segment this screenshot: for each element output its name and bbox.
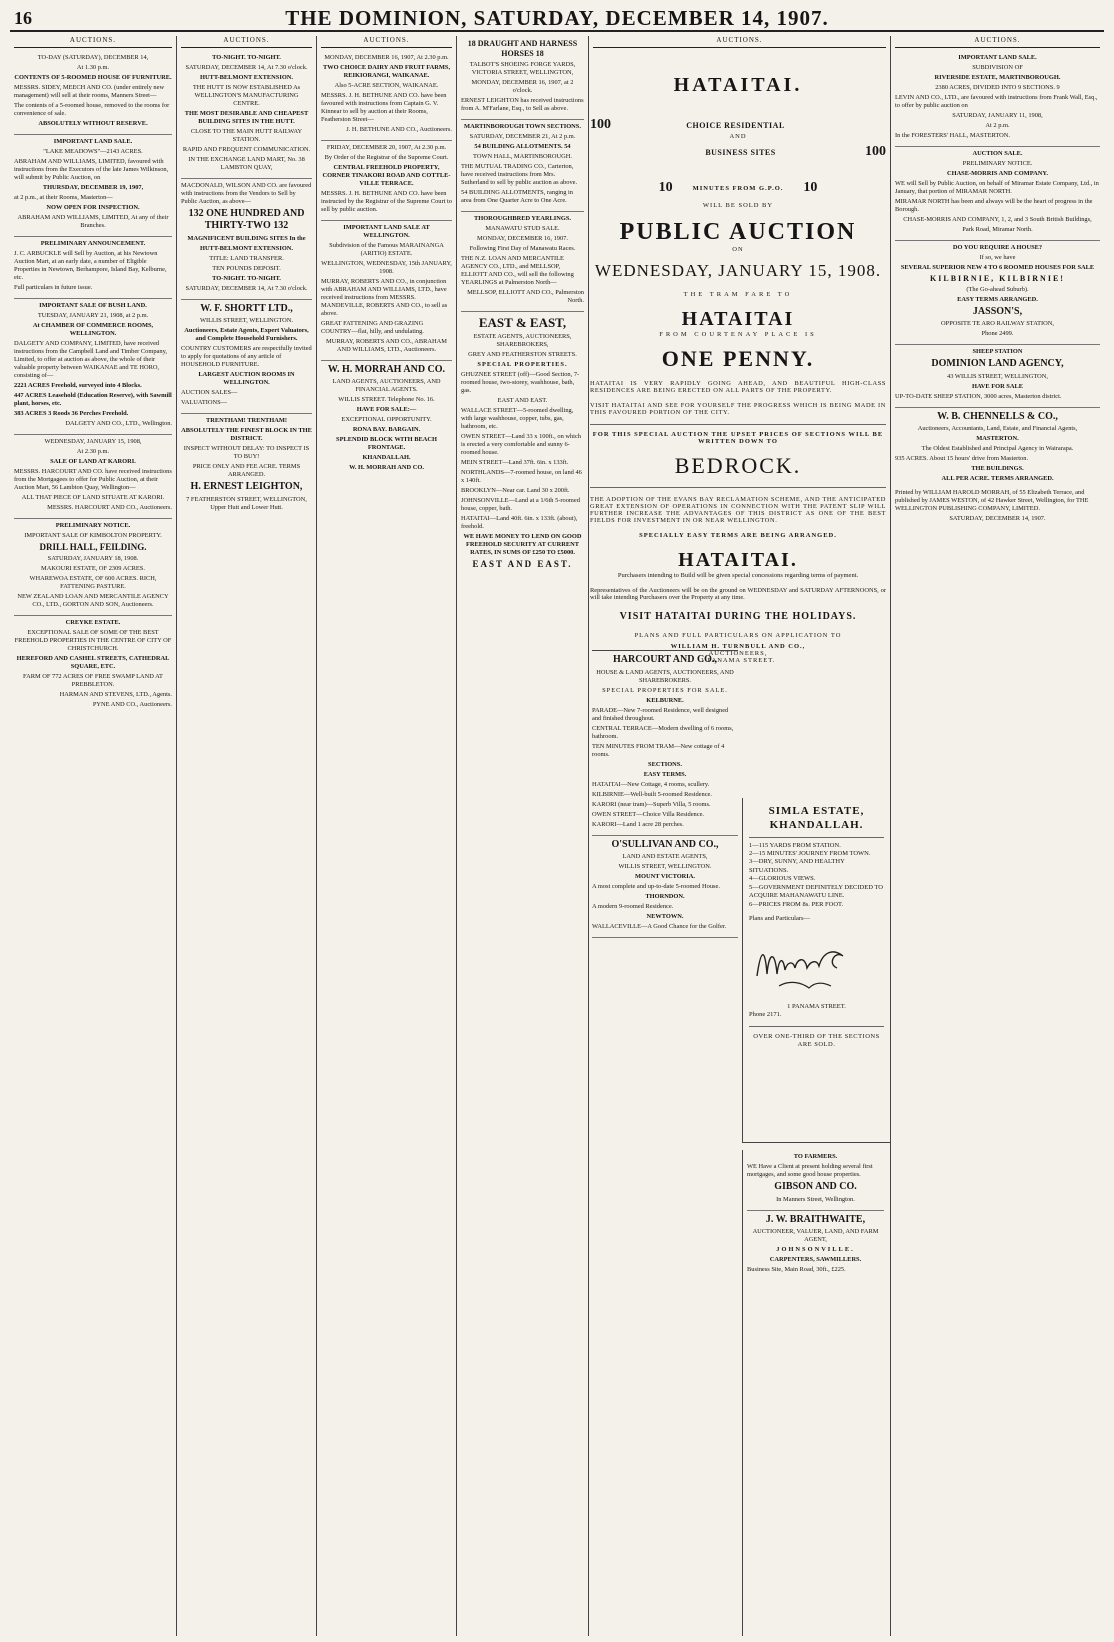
ad-line: EAST AND EAST. xyxy=(497,397,548,405)
ad-line: GHUZNEE STREET (off)—Good Section, 7-roomed house, two-storey, washhouse, bath, gas. xyxy=(461,371,580,395)
column-6-lower xyxy=(742,1150,888,1636)
ad-line: PARADE—New 7-roomed Residence, well designed and finished throughout. xyxy=(592,706,729,722)
ad-line: 7 FEATHERSTON STREET, WELLINGTON, Upper Hutt and Lower Hutt. xyxy=(186,495,307,511)
simla-item: 2—15 MINUTES' JOURNEY FROM TOWN. xyxy=(749,850,871,858)
ad-line: IMPORTANT LAND SALE. xyxy=(958,53,1037,61)
ad-line: 18 DRAUGHT AND HARNESS HORSES 18 xyxy=(467,39,578,58)
ad-line: TO-NIGHT. TO-NIGHT. xyxy=(212,53,281,61)
ad-line: 43 WILLIS STREET, WELLINGTON, xyxy=(947,372,1048,380)
ad-line: DRILL HALL, FEILDING. xyxy=(39,541,147,552)
ad-line: By Order of the Registrar of the Supreme Court. xyxy=(324,153,449,161)
hataitai-10-left: 10 xyxy=(658,180,673,195)
ad-line: GIBSON AND CO. xyxy=(774,1181,857,1192)
column-3 xyxy=(316,36,456,1636)
ad-line: MONDAY, DECEMBER 16, 1907. xyxy=(477,235,568,242)
hataitai-penny: ONE PENNY. xyxy=(661,346,815,371)
ad-line: PRELIMINARY NOTICE. xyxy=(55,521,131,529)
hataitai-public-auction: PUBLIC AUCTION xyxy=(619,219,857,245)
ad-line: ABRAHAM AND WILLIAMS, LIMITED, favoured with instructions from the Executors of the late James Wilkinson, will submit by Public Auction, on xyxy=(14,157,169,181)
ad-line: MANAWATU STUD SALE. xyxy=(485,225,560,232)
ad-line: THE HUTT IS NOW ESTABLISHED As WELLINGTON'S MANUFACTURING CENTRE. xyxy=(192,83,301,107)
ad-line: HOUSE & LAND AGENTS, AUCTIONEERS, AND SHAREBROKERS. xyxy=(596,668,734,684)
ad-line: THE MOST DESIRABLE AND CHEAPEST BUILDING SITES IN THE HUTT. xyxy=(184,109,309,125)
ad-line: TO FARMERS. xyxy=(793,1153,838,1160)
simla-plans: Plans and Particulars— xyxy=(749,915,811,923)
ad-line: Following First Day of Manawatu Races. xyxy=(469,245,576,252)
ad-line: SPLENDID BLOCK WITH BEACH FRONTAGE. xyxy=(336,436,437,452)
ad-line: THE BUILDINGS. xyxy=(971,465,1024,473)
ad-line: BROOKLYN—Near car. Land 30 x 200ft. xyxy=(461,487,570,495)
ad-line: at 2 p.m., at their Rooms, Masterton— xyxy=(14,193,113,201)
simla-item: 5—GOVERNMENT DEFINITELY DECIDED TO ACQUIRE MAHANAWATU LINE. xyxy=(749,883,883,900)
ad-line: MONDAY, DECEMBER 16, 1907, At 2.30 p.m. xyxy=(324,53,449,61)
ad-line: FRIDAY, DECEMBER 20, 1907, At 2.30 p.m. xyxy=(326,143,447,151)
ad-line: A most complete and up-to-date 5-roomed House. xyxy=(592,883,720,890)
hataitai-holidays: VISIT HATAITAI DURING THE HOLIDAYS. xyxy=(619,611,857,622)
ad-line: KELBURNE. xyxy=(646,696,684,704)
hataitai-agent3: 1 PANAMA STREET. xyxy=(700,657,776,664)
ad-line: LAND AND ESTATE AGENTS, xyxy=(622,853,708,860)
ad-line: O'SULLIVAN AND CO., xyxy=(611,838,719,850)
ad-line: MAGNIFICENT BUILDING SITES In the xyxy=(187,234,306,242)
hataitai-and: AND xyxy=(729,133,747,140)
ad-line: The contents of a 5-roomed house, removed to the rooms for convenience of sale. xyxy=(14,101,170,117)
ad-line: SECTIONS. xyxy=(648,760,682,768)
ad-line: WHAREWOA ESTATE, OF 600 ACRES. RICH, FATTENING PASTURE. xyxy=(29,575,157,590)
ad-line: DOMINION LAND AGENCY, xyxy=(931,358,1064,370)
column-header: AUCTIONS. xyxy=(14,36,172,48)
ad-line: (The Go-ahead Suburb). xyxy=(966,285,1029,293)
ad-line: ERNEST LEIGHTON has received instructions from A. M'Farlane, Esq., to Sell as above. xyxy=(461,97,584,112)
ad-line: JOHNSONVILLE—Land at a 1/6th 5-roomed house, copper, bath. xyxy=(461,497,580,513)
ad-line: WELLINGTON, WEDNESDAY, 15th JANUARY, 1908. xyxy=(321,259,452,275)
ad-line: LAND AGENTS, AUCTIONEERS, AND FINANCIAL AGENTS. xyxy=(332,378,441,394)
ad-line: INSPECT WITHOUT DELAY: TO INSPECT IS TO BUY! xyxy=(183,445,310,461)
ad-morrah xyxy=(321,361,452,479)
simla-item: 1—115 YARDS FROM STATION. xyxy=(749,841,841,849)
ad-line: W. F. SHORTT LTD., xyxy=(200,302,293,314)
ad-line: Also 5-ACRE SECTION, WAIKANAE. xyxy=(334,81,439,89)
ad-line: TRENTHAM! TRENTHAM! xyxy=(205,417,287,425)
ad-line: ABSOLUTELY WITHOUT RESERVE. xyxy=(38,119,148,127)
simla-phone: Phone 2171. xyxy=(749,1011,782,1019)
ad-dominion-land-agency xyxy=(895,345,1100,408)
ad-line: TEN POUNDS DEPOSIT. xyxy=(212,264,281,272)
ad-line: SPECIAL PROPERTIES. xyxy=(477,361,568,369)
ad-line: WE will Sell by Public Auction, on behalf of Miramar Estate Company, Ltd., in January, that portion of MIRAMAR NORTH. xyxy=(895,179,1099,195)
ad-line: A modern 9-roomed Residence. xyxy=(592,903,674,910)
ad-line: PRELIMINARY NOTICE. xyxy=(962,159,1033,167)
page-number: 16 xyxy=(14,8,32,28)
ad-line: MASTERTON. xyxy=(976,435,1019,443)
ad-line: Subdivision of the Famous MARAINANGA (ARITIO) ESTATE. xyxy=(329,241,444,257)
ad-creyke-estate xyxy=(14,616,172,715)
ad-line: RAPID AND FREQUENT COMMUNICATION. xyxy=(182,145,311,153)
ad-line: Business Site, Main Road, 30ft., £225. xyxy=(747,1266,846,1273)
ad-line: EAST AND EAST. xyxy=(472,559,573,570)
ad-line: CENTRAL FREEHOLD PROPERTY, CORNER TINAKORI ROAD AND COTTLE-VILLE TERRACE. xyxy=(322,163,451,187)
ad-line: W. H. MORRAH AND CO. xyxy=(349,464,424,472)
column-header: AUCTIONS. xyxy=(895,36,1100,48)
ad-line: CARPENTERS, SAWMILLERS. xyxy=(769,1256,862,1263)
ad-line: GREAT FATTENING AND GRAZING COUNTRY—flat, hilly, and undulating. xyxy=(321,319,424,335)
hataitai-special: FOR THIS SPECIAL AUCTION THE UPSET PRICES OF SECTIONS WILL BE WRITTEN DOWN TO xyxy=(592,431,884,445)
ad-line: CHASE-MORRIS AND COMPANY, 1, 2, and 3 South British Buildings, xyxy=(903,215,1092,223)
column-5-lower xyxy=(592,650,738,1636)
ad-line: ALL THAT PIECE OF LAND SITUATE AT KARORI. xyxy=(21,493,165,501)
ad-east-and-east xyxy=(461,312,584,577)
ad-miramar xyxy=(895,147,1100,241)
ad-line: TO-NIGHT. TO-NIGHT. xyxy=(212,274,281,282)
ad-line: If so, we have xyxy=(979,253,1016,261)
ad-line: HARMAN AND STEVENS, LTD., Agents. xyxy=(59,691,172,698)
ad-line: AUCTION SALE. xyxy=(972,149,1023,157)
hataitai-agent2: AUCTIONEERS, xyxy=(708,650,768,657)
ad-martinborough xyxy=(461,120,584,212)
ad-line: J. C. ARBUCKLE will Sell by Auction, at his Newtown Auction Mart, at an early date, a number of Eligible Properties in Newtown, Berhampore, Island Bay, Kelburne, etc. xyxy=(14,249,167,281)
ad-line: SALE OF LAND AT KARORI. xyxy=(50,457,136,465)
ad-line: J. W. BRAITHWAITE, xyxy=(765,1213,866,1225)
ad-line: THOROUGHBRED YEARLINGS. xyxy=(473,215,572,222)
ad-line: HATAITAI—Land 40ft. 6in. x 133ft. (about), freehold. xyxy=(461,515,578,531)
ad-line: SATURDAY, JANUARY 18, 1908. xyxy=(47,555,139,562)
ad-line: NEW ZEALAND LOAN AND MERCANTILE AGENCY CO., LTD., GORTON AND SON, Auctioneers. xyxy=(17,593,169,608)
ad-line: IMPORTANT SALE OF KIMBOLTON PROPERTY. xyxy=(24,531,162,539)
ad-line: TUESDAY, JANUARY 21, 1908, at 2 p.m. xyxy=(37,311,149,319)
ad-line: MEIN STREET—Land 37ft. 6in. x 133ft. xyxy=(461,459,569,467)
ad-line: CONTENTS OF 5-ROOMED HOUSE OF FURNITURE. xyxy=(14,73,172,81)
ad-line: VALUATIONS— xyxy=(181,399,228,407)
ad-line: EXCEPTIONAL SALE OF SOME OF THE BEST FREEHOLD PROPERTIES IN THE CENTRE OF CITY OF CHRISTCHURCH. xyxy=(14,629,172,652)
column-header: AUCTIONS. xyxy=(593,36,886,48)
hataitai-willbe: WILL BE SOLD BY xyxy=(702,202,774,209)
ad-line: TWO CHOICE DAIRY AND FRUIT FARMS, REIKIORANGI, WAIKANAE. xyxy=(322,63,451,79)
ad-line: ABSOLUTELY THE FINEST BLOCK IN THE DISTRICT. xyxy=(181,427,312,443)
ad-line: At 1.30 p.m. xyxy=(76,63,110,71)
ad-line: RONA BAY. BARGAIN. xyxy=(352,426,421,434)
ad-line: MELLSOP, ELLIOTT AND CO., Palmerston North. xyxy=(467,289,584,304)
ad-line: JASSON'S, xyxy=(972,305,1023,317)
ad-line: At CHAMBER OF COMMERCE ROOMS, WELLINGTON. xyxy=(32,321,154,337)
ad-line: IMPORTANT LAND SALE AT WELLINGTON. xyxy=(343,223,430,239)
ad-chennells xyxy=(895,408,1100,530)
hataitai-business-row xyxy=(590,144,886,160)
ad-line: W. H. MORRAH AND CO. xyxy=(327,363,446,375)
hataitai-terms: SPECIALLY EASY TERMS ARE BEING ARRANGED. xyxy=(639,532,837,539)
ad-line: LARGEST AUCTION ROOMS IN WELLINGTON. xyxy=(198,371,295,387)
hataitai-tramfare: THE TRAM FARE TO xyxy=(683,291,793,298)
signature-mckee xyxy=(749,938,859,996)
ad-trentham xyxy=(181,414,312,518)
ad-line: DO YOU REQUIRE A HOUSE? xyxy=(952,243,1043,251)
ad-line: WALLACEVILLE—A Good Chance for the Golfer. xyxy=(592,923,727,930)
ad-line: SEVERAL SUPERIOR NEW 4 TO 6 ROOMED HOUSES FOR SALE xyxy=(900,263,1095,271)
ad-line: In the FORESTERS' HALL, MASTERTON. xyxy=(895,131,1010,139)
ad-line: Full particulars in future issue. xyxy=(14,283,93,291)
ad-line: PYNE AND CO., Auctioneers. xyxy=(92,701,172,708)
ad-line: At 2.30 p.m. xyxy=(76,447,110,455)
hataitai-from: FROM COURTENAY PLACE IS xyxy=(659,331,817,338)
ad-line: EXCEPTIONAL OPPORTUNITY. xyxy=(341,416,432,424)
ad-line: MESSRS. HARCOURT AND CO. have received instructions from the Mortgagees to offer for Public Auction, at their Auction Mart, 56 Lambton Quay, Wellington— xyxy=(14,467,172,491)
ad-line: EASY TERMS ARRANGED. xyxy=(957,295,1038,303)
ad-line: THE MUTUAL TRADING CO., Carterton, have received instructions from Mrs. Sutherland to sell by public auction as above. xyxy=(461,163,578,186)
ad-line: W. B. CHENNELLS & CO., xyxy=(937,410,1058,422)
hataitai-para2: VISIT HATAITAI AND SEE FOR YOURSELF THE PROGRESS WHICH IS BEING MADE IN THIS FAVOURED PORTION OF THE CITY. xyxy=(590,402,886,416)
hataitai-name: HATAITAI xyxy=(681,308,795,330)
ad-line: EAST & EAST, xyxy=(478,315,567,330)
ad-line: 2380 ACRES, DIVIDED INTO 9 SECTIONS. 9 xyxy=(935,83,1060,91)
ad-line: HARCOURT AND CO., xyxy=(613,654,717,665)
ad-line: SPECIAL PROPERTIES FOR SALE. xyxy=(602,686,728,694)
hataitai-agent: WILLIAM H. TURNBULL AND CO., xyxy=(670,643,806,650)
ad-line: NORTHLANDS—7-roomed house, on land 46 x 140ft. xyxy=(461,469,582,485)
ad-line: "LAKE MEADOWS"—2143 ACRES. xyxy=(43,147,143,155)
ad-osullivan xyxy=(592,836,738,939)
ad-line: KILBIRNIE—Well-built 5-roomed Residence. xyxy=(592,790,712,798)
simla-item: 3—DRY, SUNNY, AND HEALTHY SITUATIONS. xyxy=(749,858,845,874)
ad-line: GREY AND FEATHERSTON STREETS. xyxy=(468,351,577,359)
ad-line: MARTINBOROUGH TOWN SECTIONS. xyxy=(464,123,581,130)
ad-line: ESTATE AGENTS, AUCTIONEERS, SHAREBROKERS, xyxy=(473,333,572,349)
ad-line: CLOSE TO THE MAIN HUTT RAILWAY STATION. xyxy=(190,127,303,143)
simla-item: 4—GLORIOUS VIEWS. xyxy=(749,875,816,883)
ad-line: PRICE ONLY AND FEE ACRE. TERMS ARRANGED. xyxy=(192,463,301,479)
ad-line: ABRAHAM AND WILLIAMS, LIMITED, At any of their Branches. xyxy=(17,213,169,229)
ad-line: KILBIRNIE, KILBIRNIE! xyxy=(930,273,1065,283)
hataitai-name-2: HATAITAI. xyxy=(678,549,798,571)
ad-line: CENTRAL TERRACE—Modern dwelling of 6 rooms, bathroom. xyxy=(592,724,734,740)
hataitai-purchasers: Purchasers intending to Build will be given special concessions regarding terms of payment. xyxy=(617,572,859,579)
ad-line: HATAITAI—New Cottage, 4 rooms, scullery. xyxy=(592,780,710,788)
newspaper-title: THE DOMINION, SATURDAY, DECEMBER 14, 1907. xyxy=(285,6,829,30)
simla-title: SIMLA ESTATE, xyxy=(768,805,865,817)
ad-line: SHEEP STATION xyxy=(972,348,1023,356)
column-2 xyxy=(176,36,316,1636)
ad-line: THORNDON. xyxy=(645,893,685,900)
ad-line: 383 ACRES 3 Roods 36 Perches Freehold. xyxy=(14,409,129,417)
ad-line: EASY TERMS. xyxy=(643,770,687,778)
hataitai-title: HATAITAI. xyxy=(673,74,803,96)
ad-line: Park Road, Miramar North. xyxy=(962,225,1033,233)
ad-line: ALL PER ACRE. TERMS ARRANGED. xyxy=(941,475,1054,483)
ad-line: MAKOURI ESTATE, OF 2309 ACRES. xyxy=(41,565,145,572)
ad-yearlings xyxy=(461,212,584,312)
ad-line: Auctioneers, Accountants, Land, Estate, and Financial Agents, xyxy=(917,425,1078,433)
ad-line: MESSRS. SIDEY, MEECH AND CO. (under entirely new management) will sell at their rooms, Manners Street— xyxy=(14,83,165,99)
ad-furniture-sale xyxy=(14,51,172,135)
ad-line: RIVERSIDE ESTATE, MARTINBOROUGH. xyxy=(934,73,1061,81)
ad-line: KHANDALLAH. xyxy=(362,454,411,462)
ad-line: 54 BUILDING ALLOTMENTS. 54 xyxy=(474,143,571,150)
ad-line: PRELIMINARY ANNOUNCEMENT. xyxy=(40,239,146,247)
column-7 xyxy=(890,36,1104,1636)
ad-macdonald-wilson xyxy=(181,179,312,300)
ad-line: WE Have a Client at present holding several first mortgages, and some good house properties. xyxy=(747,1163,873,1178)
ad-kilbirnie-houses xyxy=(895,241,1100,346)
ad-line: SATURDAY, DECEMBER 14, At 7.30 o'clock. xyxy=(185,284,308,292)
ad-dairy-farms xyxy=(321,51,452,141)
ad-arbuckle xyxy=(14,237,172,299)
column-4 xyxy=(456,36,588,1636)
ad-line: WILLIS STREET, WELLINGTON. xyxy=(618,863,712,870)
ad-line: IMPORTANT LAND SALE. xyxy=(53,137,133,145)
ad-line: Phone 2499. xyxy=(981,330,1014,338)
ad-line: TO-DAY (SATURDAY), DECEMBER 14, xyxy=(37,53,149,61)
ad-line: H. ERNEST LEIGHTON, xyxy=(190,481,303,493)
ad-line: SATURDAY, DECEMBER 21, At 2 p.m. xyxy=(469,133,576,140)
column-header: AUCTIONS. xyxy=(321,36,452,48)
ad-line: KARORI—Land 1 acre 28 perches. xyxy=(592,820,684,828)
hataitai-choice: CHOICE RESIDENTIAL xyxy=(686,120,785,130)
ad-wf-shortt xyxy=(181,300,312,415)
hataitai-on: ON xyxy=(732,246,744,253)
simla-address: 1 PANAMA STREET. xyxy=(787,1002,846,1010)
ad-kimbolton xyxy=(14,519,172,616)
hataitai-minutes: MINUTES FROM G.P.O. xyxy=(692,184,784,192)
ad-line: KARORI (near tram)—Superb Villa, 5 rooms. xyxy=(592,800,711,808)
ad-hutt-belmont xyxy=(181,51,312,179)
ad-line: MESSRS. J. H. BETHUNE AND CO. have been instructed by the Registrar of the Supreme Court to sell by public auction. xyxy=(321,189,452,213)
ad-line: WILLIS STREET, WELLINGTON. xyxy=(199,317,293,325)
ad-line: NOW OPEN FOR INSPECTION. xyxy=(46,203,140,211)
ad-line: Auctioneers, Estate Agents, Expert Valuators, and Complete Household Furnishers. xyxy=(184,327,309,343)
ad-line: TEN MINUTES FROM TRAM—New cottage of 4 rooms. xyxy=(592,742,725,758)
ad-to-farmers xyxy=(747,1150,884,1211)
ad-line: CREYKE ESTATE. xyxy=(65,619,121,626)
ad-line: MURRAY, ROBERTS AND CO., in conjunction with ABRAHAM AND WILLIAMS, LTD., have received instructions from MESSRS. MANDEVILLE, ROBERTS AND CO., to sell as above. xyxy=(321,277,448,317)
ad-line: UP-TO-DATE SHEEP STATION, 3000 acres, Masterton district. xyxy=(895,392,1062,400)
ad-simla-estate xyxy=(742,798,890,1143)
ad-bush-land xyxy=(14,299,172,435)
ad-lake-meadows xyxy=(14,135,172,237)
column-1 xyxy=(10,36,176,1636)
ad-line: AUCTION SALES— xyxy=(181,389,238,397)
ad-line: AUCTIONEER, VALUER, LAND, AND FARM AGENT, xyxy=(752,1228,879,1243)
ad-line: MESSRS. HARCOURT AND CO., Auctioneers. xyxy=(47,503,172,511)
column-header: AUCTIONS. xyxy=(181,36,312,48)
ad-karori-land xyxy=(14,435,172,519)
ad-line: HUTT-BELMONT EXTENSION. xyxy=(199,244,294,252)
hataitai-minutes-row xyxy=(590,180,886,196)
ad-harcourt xyxy=(592,651,738,836)
simla-sold: OVER ONE-THIRD OF THE SECTIONS ARE SOLD. xyxy=(753,1032,880,1049)
ad-braithwaite xyxy=(747,1211,884,1281)
ad-line: OPPOSITE TE ARO RAILWAY STATION, xyxy=(941,320,1054,328)
ad-line: HUTT-BELMONT EXTENSION. xyxy=(199,73,294,81)
ad-line: FARM OF 772 ACRES OF FREE SWAMP LAND AT PREBBLETON. xyxy=(23,673,163,688)
ad-line: COUNTRY CUSTOMERS are respectfully invited to apply for quotations of any article of HOUSEHOLD FURNITURE. xyxy=(181,345,312,369)
ad-line: J. H. BETHUNE AND CO., Auctioneers. xyxy=(346,125,452,133)
ad-line: DALGETY AND COMPANY, LIMITED, have received instructions from the Campbell Land and Timber Company, Limited, to offer at auction as above, the whole of their valuable property between WAIKANAE and TE HORO, consisting of— xyxy=(14,339,167,379)
hataitai-reps: Representatives of the Auctioneers will be on the ground on WEDNESDAY and SATURDAY AFTERNOONS, or will take intending Purchasers over the Property at any time. xyxy=(590,587,886,601)
ad-line: 935 ACRES. About 15 hours' drive from Masterton. xyxy=(895,455,1029,463)
simla-subtitle: KHANDALLAH. xyxy=(769,819,864,832)
ad-riverside-estate xyxy=(895,51,1100,147)
ad-line: In Manners Street, Wellington. xyxy=(776,1195,855,1203)
ad-line: WALLACE STREET—5-roomed dwelling, with large washhouse, copper, tubs, gas, bathroom, etc. xyxy=(461,407,574,431)
ad-line: At 2 p.m. xyxy=(985,121,1010,129)
hataitai-100-left: 100 xyxy=(590,117,611,132)
ad-line: 447 ACRES Leasehold (Education Reserve), with Sawmill plant, horses, etc. xyxy=(14,391,172,407)
ad-line: OWEN STREET—Choice Villa Residence. xyxy=(592,810,705,818)
ad-line: IMPORTANT SALE OF BUSH LAND. xyxy=(39,301,147,309)
hataitai-10-right: 10 xyxy=(803,180,818,195)
ad-line: 132 ONE HUNDRED AND THIRTY-TWO 132 xyxy=(188,207,305,232)
ad-line: HEREFORD AND CASHEL STREETS, CATHEDRAL SQUARE, ETC. xyxy=(16,655,170,670)
ad-line: SUBDIVISION OF xyxy=(972,63,1023,71)
ad-tinakori xyxy=(321,141,452,221)
ad-line: LEVIN AND CO., LTD., are favoured with instructions from Frank Wall, Esq., to offer by public auction on xyxy=(895,93,1098,109)
hataitai-para3: THE ADOPTION OF THE EVANS BAY RECLAMATION SCHEME, AND THE ANTICIPATED GREAT EXTENSION OF OPERATIONS IN CONNECTION WITH THE PATENT SLIP WILL FURTHER INCREASE THE ADVANTAGES OF THIS DISTRICT AS ONE OF THE BEST FIELDS FOR INVESTMENT IN OR NEAR WELLINGTON. xyxy=(590,496,886,524)
simla-item: 6—PRICES FROM 8s. PER FOOT. xyxy=(749,900,844,908)
ad-line: TOWN HALL, MARTINBOROUGH. xyxy=(473,153,572,160)
imprint: Printed by WILLIAM HAROLD MORRAH, of 55 Elizabeth Terrace, and published by JAMES WESTON, of 42 Hawker Street, Wellington, for THE WELLINGTON PUBLISHING COMPANY, LIMITED. xyxy=(895,489,1089,513)
ad-line: MOUNT VICTORIA. xyxy=(634,873,695,880)
ad-line: DALGETY AND CO., LTD., Wellington. xyxy=(65,419,172,427)
ad-line: JOHNSONVILLE. xyxy=(776,1246,855,1253)
hataitai-100-right: 100 xyxy=(865,144,886,159)
ad-line: THE N.Z. LOAN AND MERCANTILE AGENCY CO., LTD., and MELLSOP, ELLIOTT AND CO., will sell the following YEARLINGS at Palmerston North— xyxy=(461,255,574,286)
hataitai-bedrock: BEDROCK. xyxy=(674,453,802,478)
ad-line: The Oldest Established and Principal Agency in Wairarapa. xyxy=(921,445,1074,453)
ad-line: MURRAY, ROBERTS AND CO., ABRAHAM AND WILLIAMS, LTD., Auctioneers. xyxy=(326,337,447,353)
ad-marainanga xyxy=(321,221,452,361)
ad-line: 54 BUILDING ALLOTMENTS, ranging in area from One Quarter Acre to One Acre. xyxy=(461,189,574,204)
ad-line: MESSRS. J. H. BETHUNE AND CO. have been favoured with instructions from Captain G. V. Kinnear to sell by auction at their Rooms, Featherston Street— xyxy=(321,91,447,123)
ad-line: HAVE FOR SALE:— xyxy=(356,406,417,414)
hataitai-choice-row xyxy=(590,117,886,133)
masthead xyxy=(10,6,1104,32)
ad-line: NEWTOWN. xyxy=(646,913,684,920)
ad-line: WILLIS STREET. Telephone No. 16. xyxy=(338,396,435,404)
ad-line: WEDNESDAY, JANUARY 15, 1908, xyxy=(44,437,142,445)
ad-line: TITLE: LAND TRANSFER. xyxy=(209,254,284,262)
ad-line: 2221 ACRES Freehold, surveyed into 4 Blocks. xyxy=(14,381,142,389)
hataitai-plans: PLANS AND FULL PARTICULARS ON APPLICATION TO xyxy=(634,632,842,639)
ad-line: TALBOT'S SHOEING FORGE YARDS, VICTORIA STREET, WELLINGTON, xyxy=(469,61,576,76)
hataitai-para1: HATAITAI IS VERY RAPIDLY GOING AHEAD, AND BEAUTIFUL HIGH-CLASS RESIDENCES ARE BEING ERECTED ON ALL PARTS OF THE PROPERTY. xyxy=(590,380,886,394)
ad-line: SATURDAY, DECEMBER 14, At 7.30 o'clock. xyxy=(185,63,308,71)
ad-line: MACDONALD, WILSON AND CO. are favoured with instructions from the Vendors to Sell by Public Auction, as above— xyxy=(181,181,312,205)
ad-line: MIRAMAR NORTH has been and always will be the heart of progress in the Borough. xyxy=(895,197,1093,213)
ad-line: OWEN STREET—Land 33 x 100ft., on which is erected a very comfortable and sunny 6-roomed house. xyxy=(461,433,581,457)
ad-line: HAVE FOR SALE xyxy=(971,382,1024,390)
ad-line: MONDAY, DECEMBER 16, 1907, at 2 o'clock. xyxy=(471,79,574,94)
ad-line: CHASE-MORRIS AND COMPANY. xyxy=(946,169,1048,177)
ad-line: WE HAVE MONEY TO LEND ON GOOD FREEHOLD SECURITY AT CURRENT RATES, IN SUMS OF £250 TO £5000. xyxy=(463,533,582,557)
ad-line: SATURDAY, JANUARY 11, 1908, xyxy=(952,111,1043,119)
ad-draught-horses xyxy=(461,36,584,120)
imprint-date: SATURDAY, DECEMBER 14, 1907. xyxy=(949,515,1046,523)
hataitai-date: WEDNESDAY, JANUARY 15, 1908. xyxy=(594,261,882,280)
hataitai-business: BUSINESS SITES xyxy=(705,147,776,157)
ad-line: THURSDAY, DECEMBER 19, 1907, xyxy=(42,183,144,191)
ad-line: IN THE EXCHANGE LAND MART, No. 38 LAMBTON QUAY, xyxy=(188,155,305,171)
